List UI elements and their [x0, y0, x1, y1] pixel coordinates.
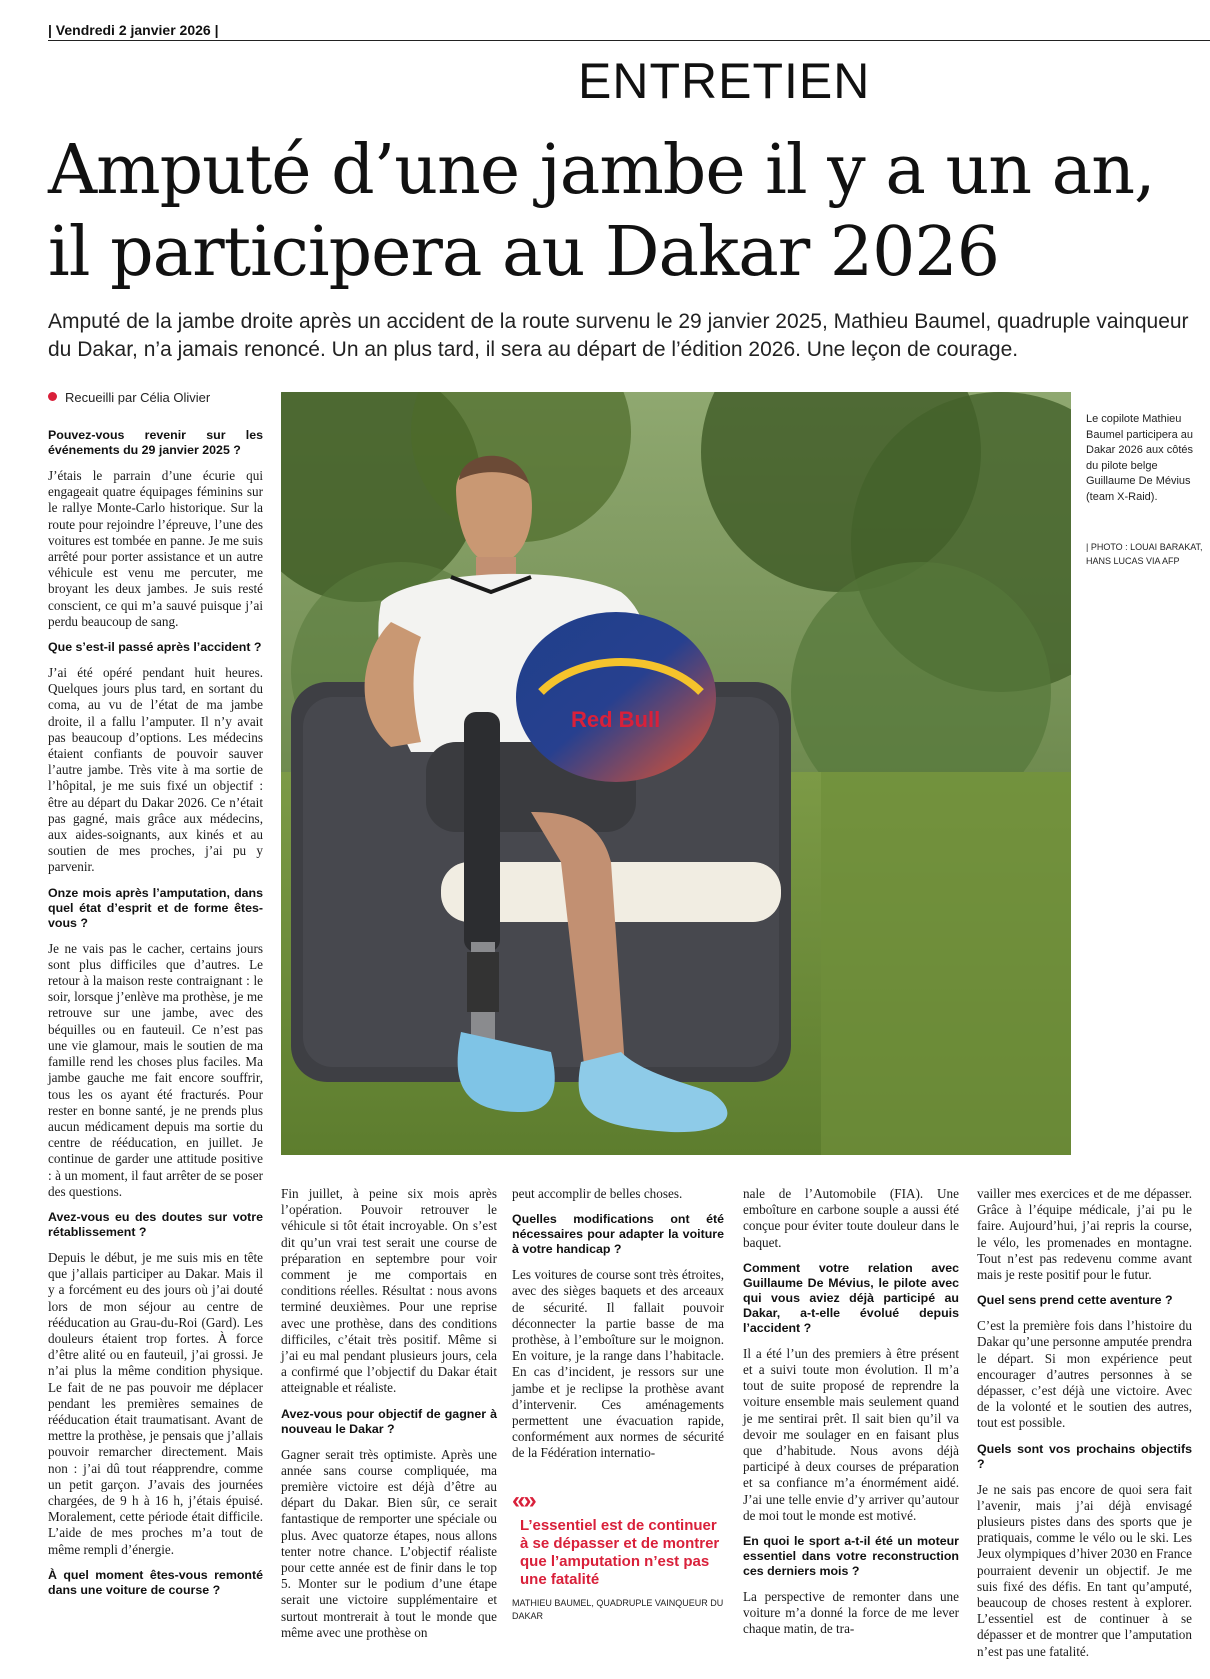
- answer-7: Les voitures de course sont très étroites, avec des sièges baquets et des arceaux de sécurité. Il fallait pouvoir déconnecter la partie basse de ma prothèse, à l’emboîture sur le moignon. En voiture, je la range dans l’habitacle. En cas d’incident, je ressors sur une jambe et je reclipse la prothèse avant d’intervenir. Ces aménagements permettent une évacuation rapide, conformément aux normes de sécurité de la Fédération internatio-: [512, 1267, 724, 1461]
- question-6: Avez-vous pour objectif de gagner à nouveau le Dakar ?: [281, 1406, 497, 1436]
- column-5: [977, 1186, 1192, 1670]
- headline-line-1: Amputé d’une jambe il y a un an,: [48, 131, 1155, 210]
- answer-6-end: peut accomplir de belles choses.: [512, 1186, 683, 1201]
- answer-10: C’est la première fois dans l’histoire du Dakar qu’une personne amputée prendra le départ. Si mon expérience peut encourager d’autres personnes à se dépasser, c’est déjà une victoire. Avec de la volonté et le soutien des autres, tout est possible.: [977, 1318, 1192, 1431]
- answer-9: La perspective de remonter dans une voiture m’a donné la force de me lever chaque matin, de tra-: [743, 1589, 959, 1637]
- question-5: À quel moment êtes-vous remonté dans une voiture de course ?: [48, 1567, 263, 1597]
- standfirst: Amputé de la jambe droite après un accident de la route survenu le 29 janvier 2025, Mathieu Baumel, quadruple vainqueur du Dakar, n’a jamais renoncé. Un an plus tard, il sera au départ de l’édition 2026. Une leçon de courage.: [48, 310, 1189, 361]
- byline: [48, 390, 210, 405]
- question-11: Quels sont vos prochains objectifs ?: [977, 1441, 1192, 1471]
- answer-11: Je ne sais pas encore de quoi sera fait l’avenir, mais j’ai déjà envisagé plusieurs pistes dans des sports que je pratiquais, comme le vélo ou le ski. Les Jeux olympiques d’hiver 2030 en France pourraient devenir un objectif. Je me suis fixé des défis. En tant qu’amputé, beaucoup de choses restent à explorer. L’essentiel est de continuer à se dépasser et de montrer que l’amputation n’est pas une fatalité.: [977, 1481, 1192, 1659]
- photo-credit: | PHOTO : LOUAI BARAKAT, HANS LUCAS VIA AFP: [1086, 542, 1203, 566]
- column-3: [512, 1186, 724, 1472]
- question-3: Onze mois après l’amputation, dans quel état d’esprit et de forme êtes-vous ?: [48, 885, 263, 930]
- headline-line-2: il participera au Dakar 2026: [48, 213, 999, 292]
- section-rubric: ENTRETIEN: [578, 53, 871, 109]
- question-1: Pouvez-vous revenir sur les événements du 29 janvier 2025 ?: [48, 428, 263, 457]
- answer-2: J’ai été opéré pendant huit heures. Quelques jours plus tard, en sortant du coma, au vu de l’état de ma jambe droite, il a fallu l’amputer. Il n’y avait pas beaucoup d’options. Les médecins étaient confiants de pouvoir sauver l’autre jambe. Très vite à ma sortie de l’hôpital, je me suis fixé un objectif : être au départ du Dakar 2026. Ce n’était pas gagné, mais grâce aux médecins, aux aides-soignants, aux kinés et au soutien de mes proches, j’ai pu y parvenir.: [48, 665, 263, 875]
- column-4: [743, 1186, 959, 1648]
- question-9: En quoi le sport a-t-il été un moteur essentiel dans votre reconstruction ces derniers mois ?: [743, 1534, 959, 1579]
- photo-caption: Le copilote Mathieu Baumel participera au Dakar 2026 aux côtés du pilote belge Guillaume De Mévius (team X-Raid).: [1086, 413, 1194, 503]
- pull-quote-text: L’essentiel est de continuer à se dépasser et de montrer que l’amputation n’est pas une fatalité: [520, 1517, 720, 1588]
- headline: [48, 130, 1198, 294]
- top-rule: [48, 40, 1210, 41]
- answer-4: Depuis le début, je me suis mis en tête que j’allais participer au Dakar. Mais il y a forcément eu des jours où j’ai douté lors de mon séjour au centre de rééducation au Grau-du-Roi (Gard). Les douleurs étaient trop fortes. À force d’être alité ou en fauteuil, j’ai grossi. Je n’ai plus la même condition physique. Le fait de ne pas pouvoir me déplacer pendant les premières semaines de rééducation était traumatisant. Avant de mettre la prothèse, je pensais que j’allais pouvoir remarcher directement. Mais non : j’ai dû tout réapprendre, comme un petit garçon. J’avais des journées chargées, de 9 h à 16 h, j’étais épuisé. Moralement, cette période était difficile. L’aide de mes proches m’a tout de même rempli d’énergie.: [48, 1249, 263, 1557]
- answer-3: Je ne vais pas le cacher, certains jours sont plus difficiles que d’autres. Le retour à la maison reste contraignant : le soir, lorsque j’enlève ma prothèse, je me retrouve sur une jambe, avec des béquilles ou en fauteuil. Ce n’est pas une vie glamour, mais le soutien de ma famille rend les choses plus faciles. Ma jambe gauche me fait encore souffrir, tous les os ayant été fracturés. Pour rester en bonne santé, je ne prends plus aucun médicament depuis ma sortie du centre de rééducation, en juillet. Je continue de garder une attitude positive : à un moment, il faut arrêter de se poser des questions.: [48, 940, 263, 1199]
- question-4: Avez-vous eu des doutes sur votre rétablissement ?: [48, 1209, 263, 1239]
- answer-7-end: nale de l’Automobile (FIA). Une emboîture en carbone souple a aussi été conçue pour éviter toute douleur dans le baquet.: [743, 1186, 959, 1250]
- question-2: Que s’est-il passé après l’accident ?: [48, 640, 262, 655]
- byline-text: Recueilli par Célia Olivier: [65, 390, 211, 405]
- pull-quote-author: MATHIEU BAUMEL, QUADRUPLE VAINQUEUR DU DAKAR: [512, 1598, 724, 1621]
- question-7: Quelles modifications ont été nécessaires pour adapter la voiture à votre handicap ?: [512, 1212, 724, 1257]
- interview-photo: [281, 392, 1071, 1155]
- question-8: Comment votre relation avec Guillaume De Mévius, le pilote avec qui vous aviez déjà participé au Dakar, a-t-elle évolué depuis l’accident ?: [743, 1260, 959, 1335]
- answer-9-end: vailler mes exercices et de me dépasser. Grâce à l’équipe médicale, j’ai pu le faire. Aujourd’hui, j’ai repris la course, le vélo, les promenades en montagne. Tout n’est pas redevenu comme avant mais je reste positif pour le futur.: [977, 1186, 1192, 1283]
- column-1: [48, 428, 263, 1608]
- photo-illustration: [281, 392, 1071, 1155]
- answer-8: Il a été l’un des premiers à être présent et a suivi toute mon évolution. Il m’a tout de suite proposé de reprendre la voiture ensemble mais seulement quand je me sentirai prêt. Il sait bien qu’il va devoir me soulager en en faisant plus que d’habitude. Nous avons déjà participé à deux courses de préparation et sa confiance m’a énormément aidé. J’ai une telle envie d’y arriver qu’autour de moi tout le monde est motivé.: [743, 1345, 959, 1523]
- red-dot-icon: [48, 392, 57, 401]
- question-10: Quel sens prend cette aventure ?: [977, 1293, 1173, 1308]
- pull-quote: [512, 1487, 724, 1623]
- dateline: | Vendredi 2 janvier 2026 |: [48, 22, 219, 38]
- answer-1: J’étais le parrain d’une écurie qui engageait quatre équipages féminins sur le rallye Monte-Carlo historique. Sur la route pour rejoindre l’épreuve, l’une des voitures est tombée en panne. Je me suis arrêté pour porter assistance et un autre véhicule est venu me percuter, me broyant les deux jambes. Je suis resté conscient, ce qui m’a sauvé puisque j’ai perdu beaucoup de sang.: [48, 468, 263, 629]
- answer-6: Gagner serait très optimiste. Après une année sans course compliquée, ma première victoire est déjà d’être au départ du Dakar. Bien sûr, ce serait fantastique de remporter une spéciale ou plus. Avec quatorze étapes, nous allons tenter notre chance. L’objectif réaliste pour cette année est de finir dans le top 5. Monter sur le podium d’une étape serait une victoire supplémentaire et surtout montrerait à tout le monde que même avec une prothèse on: [281, 1446, 497, 1640]
- helmet-logo-text: Red Bull: [571, 707, 661, 732]
- quote-mark-icon: «»: [512, 1487, 535, 1514]
- column-2: [281, 1186, 497, 1651]
- answer-5: Fin juillet, à peine six mois après l’opération. Pouvoir retrouver le véhicule si tôt était incroyable. On s’est dit qu’un vrai test serait une course de préparation en septembre pour voir comment je me comportais en conditions réelles. Résultat : nous avons terminé deuxièmes. Pour une reprise avec une prothèse, dans des conditions difficiles, c’était très positif. Même si j’ai eu mal pendant plusieurs jours, cela a confirmé que l’objectif du Dakar était atteignable et réaliste.: [281, 1186, 497, 1396]
